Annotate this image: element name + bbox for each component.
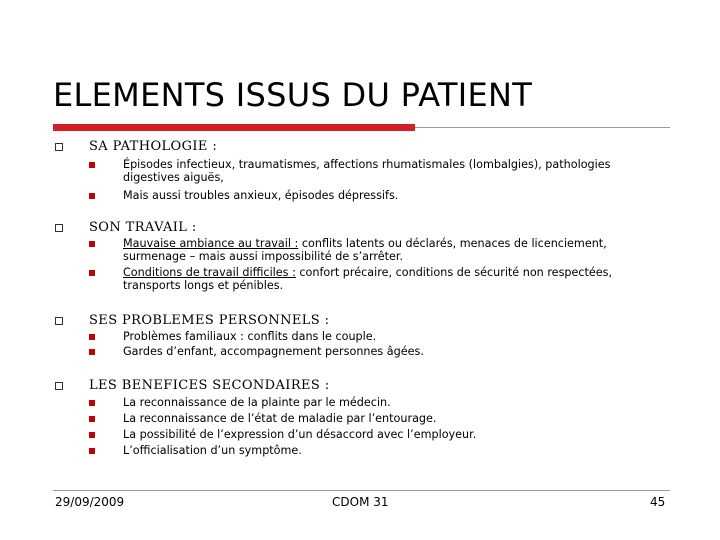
square-bullet-icon <box>55 143 63 151</box>
square-bullet-icon <box>89 334 95 340</box>
footer-divider-line <box>53 490 670 491</box>
list-item: La possibilité de l’expression d’un désaccord avec l’employeur. <box>123 428 477 441</box>
item-text: confort précaire, conditions de sécurité non respectées, transports longs et pénibles. <box>123 266 613 292</box>
section-heading-travail: SON TRAVAIL : <box>89 220 197 235</box>
square-bullet-icon <box>89 270 95 276</box>
section-heading-benefices: LES BENEFICES SECONDAIRES : <box>89 378 330 393</box>
square-bullet-icon <box>55 224 63 232</box>
title-divider-line <box>415 127 670 128</box>
section-heading-problemes: SES PROBLEMES PERSONNELS : <box>89 313 330 328</box>
list-item: Problèmes familiaux : conflits dans le couple. <box>123 330 377 343</box>
item-lead: Mauvaise ambiance au travail : <box>123 237 299 250</box>
square-bullet-icon <box>89 416 95 422</box>
list-item: Mais aussi troubles anxieux, épisodes dépressifs. <box>123 189 399 202</box>
footer-page-number: 45 <box>650 495 666 509</box>
title-accent-bar <box>53 124 415 131</box>
section-heading-pathologie: SA PATHOLOGIE : <box>89 139 218 154</box>
square-bullet-icon <box>89 448 95 454</box>
square-bullet-icon <box>89 162 95 168</box>
footer-center-text: CDOM 31 <box>332 495 389 509</box>
square-bullet-icon <box>89 241 95 247</box>
list-item: La reconnaissance de l’état de maladie par l’entourage. <box>123 412 437 425</box>
square-bullet-icon <box>89 400 95 406</box>
list-item: Épisodes infectieux, traumatismes, affections rhumatismales (lombalgies), pathologies digestives aiguës, <box>123 158 611 184</box>
footer-date: 29/09/2009 <box>55 495 125 509</box>
list-item <box>123 266 668 292</box>
item-lead: Conditions de travail difficiles : <box>123 266 296 279</box>
square-bullet-icon <box>89 432 95 438</box>
square-bullet-icon <box>55 382 63 390</box>
list-item: Gardes d’enfant, accompagnement personnes âgées. <box>123 345 424 358</box>
list-item: La reconnaissance de la plainte par le médecin. <box>123 396 391 409</box>
square-bullet-icon <box>89 349 95 355</box>
square-bullet-icon <box>89 193 95 199</box>
item-text: conflits latents ou déclarés, menaces de licenciement, surmenage – mais aussi impossibilité de s’arrêter. <box>123 237 607 263</box>
list-item <box>123 237 668 263</box>
list-item: L’officialisation d’un symptôme. <box>123 444 302 457</box>
square-bullet-icon <box>55 317 63 325</box>
slide-title: ELEMENTS ISSUS DU PATIENT <box>53 76 533 114</box>
